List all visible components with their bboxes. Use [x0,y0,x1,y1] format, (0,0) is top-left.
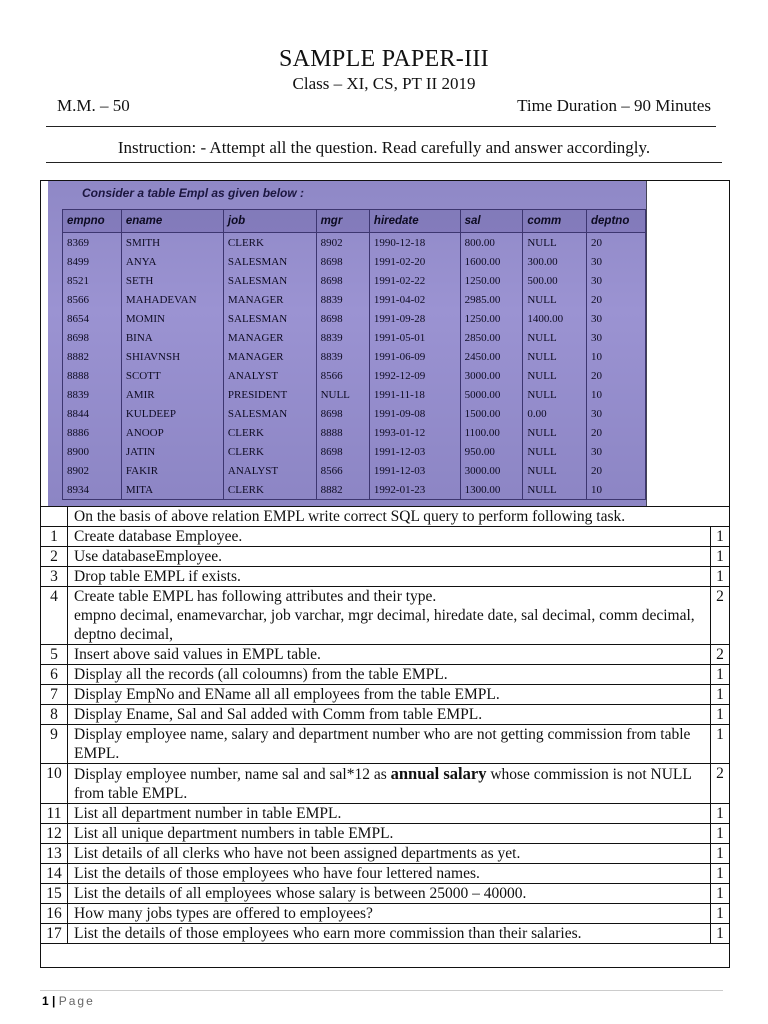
question-row [41,527,730,547]
empl-cell: 8882 [63,347,122,366]
question-marks: 2 [711,764,730,804]
empl-cell: 8698 [63,328,122,347]
empl-cell: CLERK [223,423,316,442]
question-line: Display Ename, Sal and Sal added with Comm from table EMPL. [74,706,483,723]
question-marks: 2 [711,587,730,645]
question-marks: 1 [711,665,730,685]
question-text [68,844,711,864]
photo-caption: Consider a table Empl as given below : [82,186,305,200]
empl-cell: 2850.00 [460,328,523,347]
question-line: Create table EMPL has following attributes and their type. [74,588,437,605]
empl-cell: NULL [523,290,587,309]
question-text [68,527,711,547]
empl-cell: 1991-12-03 [369,442,460,461]
question-row [41,824,730,844]
question-line: Display employee name, salary and department number who are not getting commission from table EMPL. [74,726,691,762]
empl-cell: 20 [587,233,646,253]
empl-cell: 8882 [316,480,369,500]
empl-cell: 8886 [63,423,122,442]
question-line: Use databaseEmployee. [74,548,223,565]
empl-cell: 30 [587,404,646,423]
question-marks: 1 [711,567,730,587]
question-number: 15 [41,884,68,904]
intro-text: On the basis of above relation EMPL write correct SQL query to perform following task. [68,507,730,527]
empl-cell: AMIR [121,385,223,404]
empl-row [63,366,646,385]
question-number: 12 [41,824,68,844]
empl-cell: 10 [587,385,646,404]
empl-row [63,347,646,366]
empl-cell: 8839 [63,385,122,404]
question-row [41,904,730,924]
page-separator: | [52,994,56,1008]
empl-cell: 8902 [316,233,369,253]
empl-cell: 10 [587,347,646,366]
page-footer [42,994,95,1008]
question-text [68,924,711,944]
empl-cell: 5000.00 [460,385,523,404]
question-text [68,645,711,665]
empl-cell: KULDEEP [121,404,223,423]
question-text [68,685,711,705]
question-number: 10 [41,764,68,804]
question-line: List the details of those employees who earn more commission than their salaries. [74,925,582,942]
question-text [68,884,711,904]
empl-row [63,328,646,347]
empl-cell: 8934 [63,480,122,500]
empl-column-header: empno [63,210,122,233]
empl-cell: 8888 [63,366,122,385]
empl-cell: 1991-02-22 [369,271,460,290]
question-marks: 1 [711,924,730,944]
empl-cell: 1500.00 [460,404,523,423]
question-marks: 1 [711,527,730,547]
question-row [41,864,730,884]
empl-row [63,271,646,290]
empl-cell: 1991-11-18 [369,385,460,404]
empl-cell: 20 [587,423,646,442]
empl-cell: 1992-01-23 [369,480,460,500]
empl-cell: 30 [587,442,646,461]
question-row [41,665,730,685]
empl-cell: NULL [523,347,587,366]
question-line: List details of all clerks who have not been assigned departments as yet. [74,845,521,862]
empl-cell: 2985.00 [460,290,523,309]
empl-row [63,423,646,442]
empl-row [63,385,646,404]
question-number: 4 [41,587,68,645]
question-marks: 1 [711,844,730,864]
question-marks: 1 [711,804,730,824]
question-marks: 1 [711,725,730,764]
empl-cell: MANAGER [223,347,316,366]
question-number: 2 [41,547,68,567]
question-text-part: whose commission is not NULL from table EMPL. [74,766,692,802]
empl-row [63,290,646,309]
empl-cell: 1300.00 [460,480,523,500]
empl-cell: 1250.00 [460,271,523,290]
empl-cell: NULL [523,233,587,253]
question-text-emphasis: annual salary [390,764,487,783]
question-text [68,725,711,764]
question-number: 9 [41,725,68,764]
empl-cell: 1991-04-02 [369,290,460,309]
empl-cell: 30 [587,271,646,290]
empl-column-header: hiredate [369,210,460,233]
empl-column-header: mgr [316,210,369,233]
empl-column-header: ename [121,210,223,233]
empl-header-row [63,210,646,233]
page-number: 1 [42,994,49,1008]
empl-cell: 8698 [316,442,369,461]
empl-cell: 10 [587,480,646,500]
empl-cell: 8902 [63,461,122,480]
question-text [68,864,711,884]
intro-number-cell [41,507,68,527]
empl-cell: 1991-02-20 [369,252,460,271]
empl-cell: NULL [523,480,587,500]
empl-cell: NULL [523,423,587,442]
empl-cell: 8698 [316,252,369,271]
empl-cell: 1991-09-08 [369,404,460,423]
empl-cell: MITA [121,480,223,500]
question-number: 8 [41,705,68,725]
empl-cell: 8499 [63,252,122,271]
empl-table [62,209,646,500]
empl-cell: 1992-12-09 [369,366,460,385]
question-line: List the details of those employees who have four lettered names. [74,865,480,882]
question-line: Display all the records (all coloumns) from the table EMPL. [74,666,448,683]
question-number: 16 [41,904,68,924]
empl-cell: 8839 [316,290,369,309]
question-line: Create database Employee. [74,528,243,545]
empl-cell: SETH [121,271,223,290]
empl-cell: 300.00 [523,252,587,271]
question-marks: 1 [711,864,730,884]
empl-cell: NULL [523,385,587,404]
empl-cell: MOMIN [121,309,223,328]
empl-cell: 3000.00 [460,461,523,480]
header-rule [46,126,716,127]
question-marks: 1 [711,824,730,844]
empl-cell: 30 [587,328,646,347]
empl-cell: 20 [587,461,646,480]
empl-cell: 20 [587,366,646,385]
question-number: 7 [41,685,68,705]
max-marks: M.M. – 50 [57,96,130,115]
question-line: List all unique department numbers in table EMPL. [74,825,394,842]
empl-cell: 1991-06-09 [369,347,460,366]
empl-cell: MANAGER [223,290,316,309]
empl-cell: 8521 [63,271,122,290]
question-marks: 1 [711,904,730,924]
empl-cell: 8839 [316,328,369,347]
question-row [41,844,730,864]
question-text [68,824,711,844]
empl-cell: 8839 [316,347,369,366]
empl-cell: SALESMAN [223,271,316,290]
empl-cell: CLERK [223,233,316,253]
question-line: How many jobs types are offered to employees? [74,905,373,922]
empl-cell: 3000.00 [460,366,523,385]
question-number: 1 [41,527,68,547]
empl-cell: 1100.00 [460,423,523,442]
empl-cell: 8900 [63,442,122,461]
question-text [68,587,711,645]
empl-cell: SALESMAN [223,252,316,271]
question-number: 14 [41,864,68,884]
question-marks: 1 [711,547,730,567]
empl-cell: NULL [316,385,369,404]
empl-cell: ANOOP [121,423,223,442]
empl-cell: JATIN [121,442,223,461]
empl-row [63,461,646,480]
question-text [68,904,711,924]
empl-cell: ANALYST [223,366,316,385]
empl-cell: MAHADEVAN [121,290,223,309]
question-text [68,804,711,824]
empl-cell: 8566 [63,290,122,309]
time-duration: Time Duration – 90 Minutes [517,96,711,115]
empl-cell: PRESIDENT [223,385,316,404]
question-line: empno decimal, enamevarchar, job varchar, mgr decimal, hiredate date, sal decimal, comm decimal, deptno decimal, [74,607,695,643]
empl-cell: NULL [523,328,587,347]
empl-row [63,480,646,500]
question-line: List the details of all employees whose salary is between 25000 – 40000. [74,885,527,902]
page-word: Page [58,994,95,1008]
empl-cell: 950.00 [460,442,523,461]
question-number: 6 [41,665,68,685]
instruction-rule [46,162,722,163]
question-marks: 1 [711,884,730,904]
empl-cell: 8698 [316,404,369,423]
empl-cell: 8698 [316,309,369,328]
page-subtitle: Class – XI, CS, PT II 2019 [292,74,476,93]
empl-cell: CLERK [223,442,316,461]
empl-cell: SCOTT [121,366,223,385]
question-number: 5 [41,645,68,665]
question-text [68,764,711,804]
question-row [41,924,730,944]
empl-cell: 1250.00 [460,309,523,328]
question-row [41,884,730,904]
question-row [41,685,730,705]
question-text [68,567,711,587]
empl-cell: 8698 [316,271,369,290]
empl-column-header: sal [460,210,523,233]
empl-cell: MANAGER [223,328,316,347]
question-row [41,705,730,725]
empl-cell: 30 [587,252,646,271]
empl-cell: 8369 [63,233,122,253]
empl-cell: FAKIR [121,461,223,480]
empl-cell: CLERK [223,480,316,500]
question-line: List all department number in table EMPL. [74,805,342,822]
empl-cell: 500.00 [523,271,587,290]
empl-cell: NULL [523,442,587,461]
empl-cell: 1600.00 [460,252,523,271]
empl-cell: 2450.00 [460,347,523,366]
question-row [41,645,730,665]
question-line: Display EmpNo and EName all all employees from the table EMPL. [74,686,500,703]
empl-row [63,404,646,423]
question-marks: 1 [711,685,730,705]
empl-cell: 800.00 [460,233,523,253]
empl-cell: SHIAVNSH [121,347,223,366]
question-marks: 1 [711,705,730,725]
empl-cell: BINA [121,328,223,347]
empl-cell: 1991-09-28 [369,309,460,328]
question-number: 11 [41,804,68,824]
empl-cell: SMITH [121,233,223,253]
question-line: Drop table EMPL if exists. [74,568,241,585]
question-row [41,804,730,824]
empl-table-photo [48,181,647,506]
empl-cell: 8566 [316,461,369,480]
question-row [41,567,730,587]
empl-cell: 1990-12-18 [369,233,460,253]
empl-cell: 30 [587,309,646,328]
empl-row [63,309,646,328]
question-number: 17 [41,924,68,944]
empl-cell: 8566 [316,366,369,385]
question-text [68,705,711,725]
instruction: Instruction: - Attempt all the question. Read carefully and answer accordingly. [117,138,651,157]
footer-rule [40,990,723,991]
empl-cell: NULL [523,366,587,385]
empl-cell: SALESMAN [223,309,316,328]
empl-row [63,442,646,461]
empl-cell: ANALYST [223,461,316,480]
empl-column-header: job [223,210,316,233]
question-number: 13 [41,844,68,864]
empl-row [63,252,646,271]
question-row [41,725,730,764]
empl-cell: 8654 [63,309,122,328]
question-marks: 2 [711,645,730,665]
intro-row [41,507,730,527]
question-text-part: Display employee number, name sal and sal*12 as [74,766,391,783]
empl-cell: 1993-01-12 [369,423,460,442]
question-number: 3 [41,567,68,587]
question-row [41,764,730,804]
question-text [68,547,711,567]
empl-cell: 0.00 [523,404,587,423]
question-row [41,547,730,567]
empl-column-header: comm [523,210,587,233]
empl-cell: ANYA [121,252,223,271]
empl-cell: 1991-05-01 [369,328,460,347]
empl-cell: 8888 [316,423,369,442]
empl-cell: 8844 [63,404,122,423]
question-line: Insert above said values in EMPL table. [74,646,321,663]
question-row [41,587,730,645]
empl-cell: SALESMAN [223,404,316,423]
empl-cell: NULL [523,461,587,480]
empl-column-header: deptno [587,210,646,233]
empl-cell: 1400.00 [523,309,587,328]
empl-row [63,233,646,253]
empl-cell: 20 [587,290,646,309]
page-title: SAMPLE PAPER-III [279,46,489,72]
questions-table [40,506,730,944]
empl-cell: 1991-12-03 [369,461,460,480]
question-text [68,665,711,685]
